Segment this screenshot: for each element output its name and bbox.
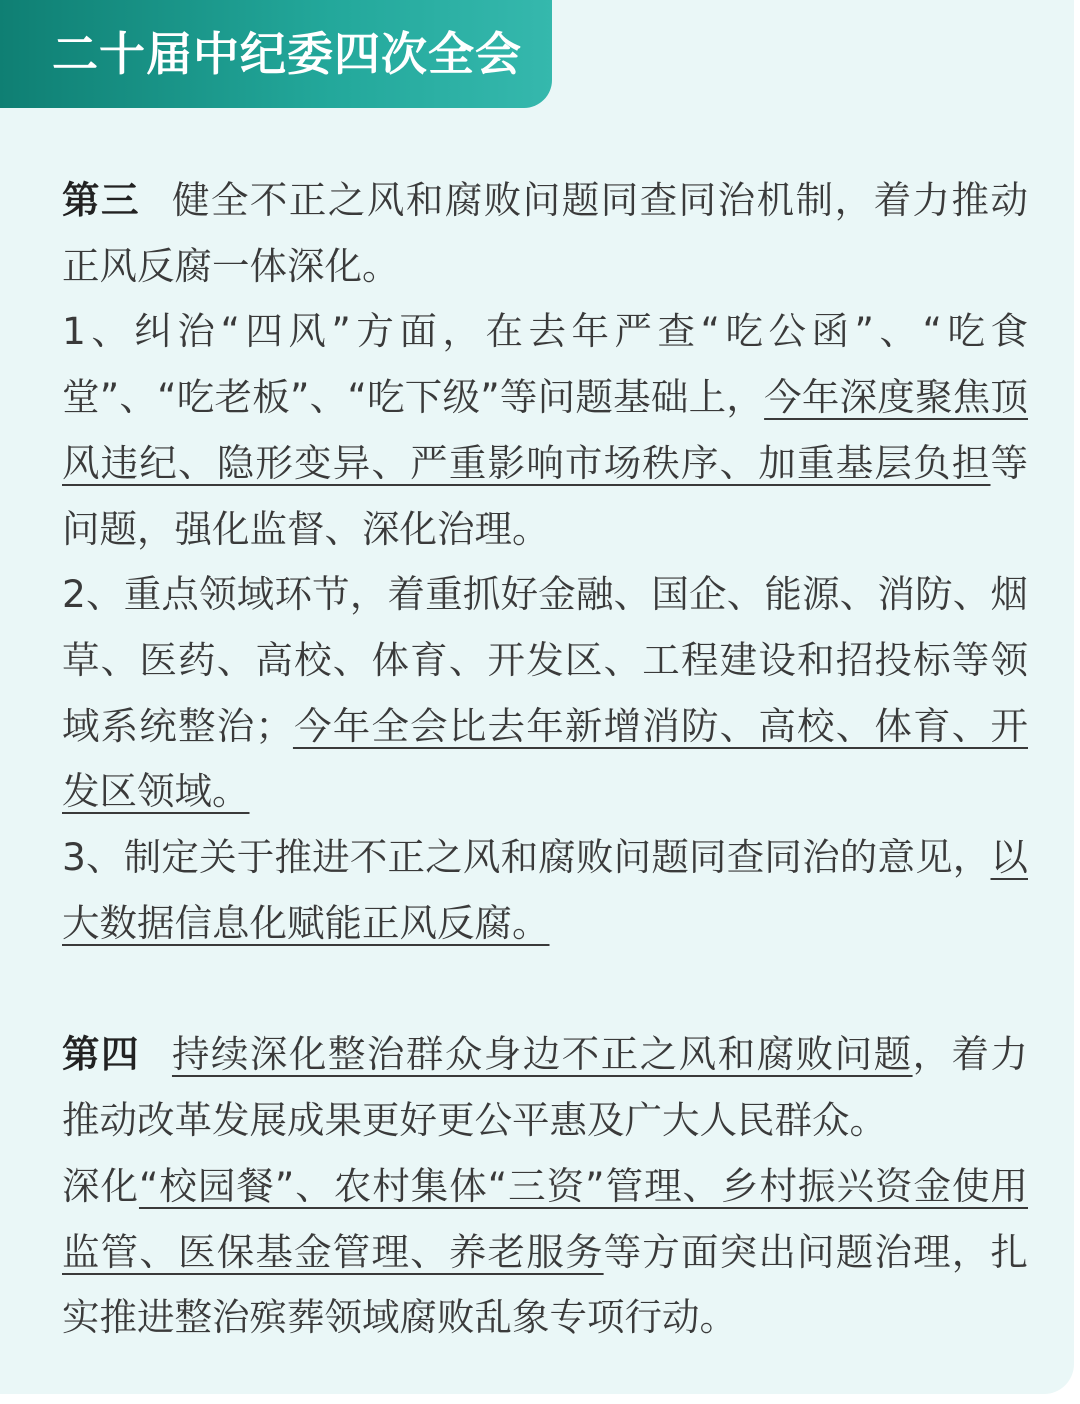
section-3-lead: 第三 [62,178,140,222]
page-title: 二十届中纪委四次全会 [52,27,522,81]
item-2-text: 2、重点领域环节，着重抓好金融、国企、能源、消防、烟草、医药、高校、体育、开发区、工程建设和招投标等领域系统整治； [62,572,1028,748]
section-3-item-3 [62,825,1028,956]
para-prefix: 深化 [62,1163,139,1208]
para-tail: 等方面突出问题治理，扎实推进整治殡葬领域腐败乱象专项行动。 [62,1229,1028,1340]
title-banner [0,0,552,108]
item-1-underlined: 今年深度聚焦顶风违纪、隐形变异、严重影响市场秩序、加重基层负担 [62,375,1029,485]
section-4-underlined: 持续深化整治群众身边不正之风和腐败问题 [171,1032,913,1077]
section-3-item-2 [62,562,1028,825]
section-4-paragraph [62,1154,1028,1351]
item-2-underlined: 今年全会比去年新增消防、高校、体育、开发区领域。 [62,703,1028,814]
section-spacer [62,956,1028,1022]
item-1-text: 1、纠治“四风”方面，在去年严查“吃公函”、“吃食堂”、“吃老板”、“吃下级”等问题基础上， [62,309,1028,420]
article-body [62,168,1028,1351]
item-1-tail: 等问题，强化监督、深化治理。 [62,440,1028,551]
section-4-heading [62,1022,1028,1153]
section-3-heading [62,168,1028,299]
section-3-item-1 [62,299,1028,562]
para-underlined: “校园餐”、农村集体“三资”管理、乡村振兴资金使用监管、医保基金管理、养老服务 [62,1163,1028,1274]
section-4-tail: ，着力推动改革发展成果更好更公平惠及广大人民群众。 [62,1032,1029,1143]
section-3-text: 健全不正之风和腐败问题同查同治机制，着力推动正风反腐一体深化。 [62,178,1029,288]
section-4-lead: 第四 [62,1032,140,1077]
item-3-underlined: 以大数据信息化赋能正风反腐。 [62,835,1028,945]
item-3-text: 3、制定关于推进不正之风和腐败问题同查同治的意见， [62,835,991,880]
